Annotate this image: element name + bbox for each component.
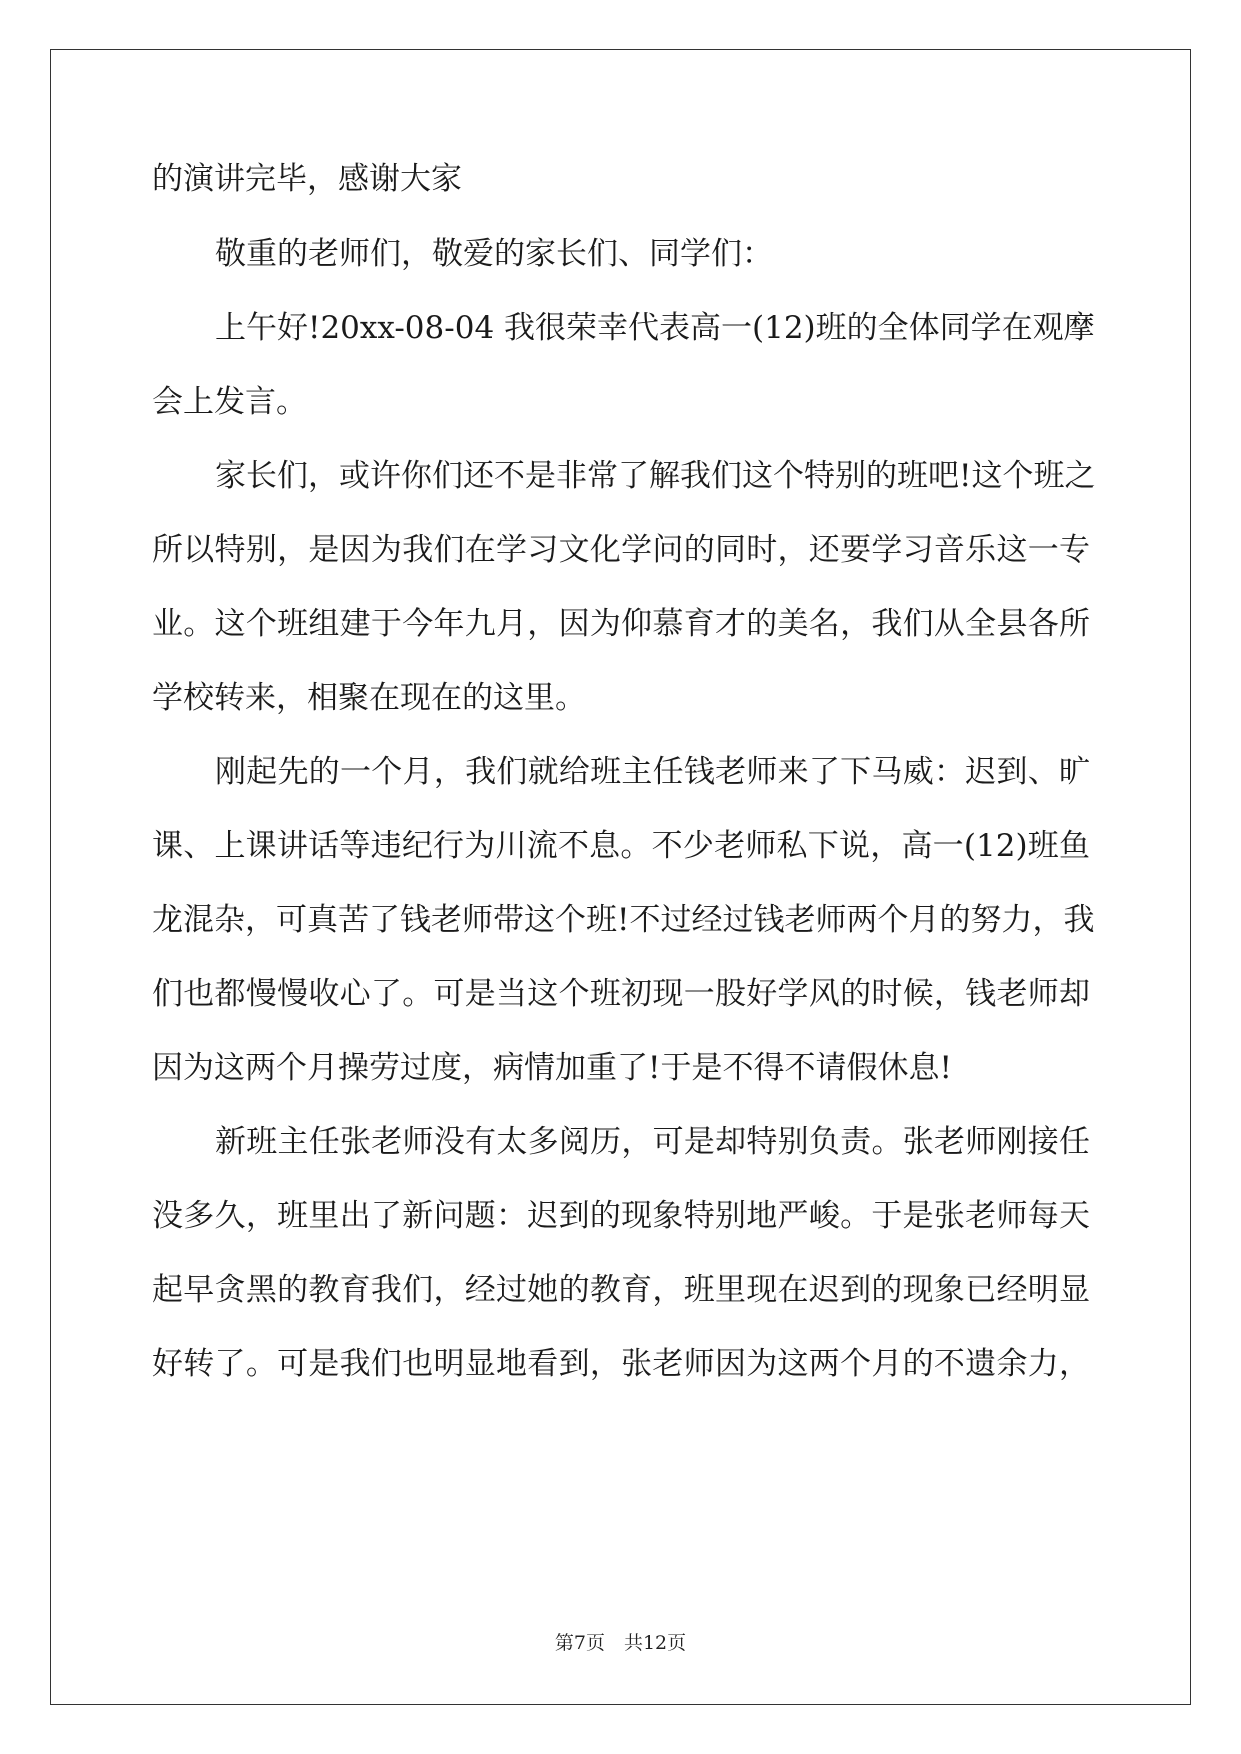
paragraph-line: 起早贪黑的教育我们，经过她的教育，班里现在迟到的现象已经明显 — [152, 1272, 1090, 1308]
paragraph-line: 新班主任张老师没有太多阅历，可是却特别负责。张老师刚接任 — [215, 1124, 1090, 1160]
paragraph-line: 没多久，班里出了新问题：迟到的现象特别地严峻。于是张老师每天 — [152, 1198, 1090, 1234]
paragraph-line: 课、上课讲话等违纪行为川流不息。不少老师私下说，高一(12)班鱼 — [152, 828, 1090, 864]
paragraph-line: 上午好!20xx-08-04 我很荣幸代表高一(12)班的全体同学在观摩 — [215, 310, 1095, 346]
paragraph-line: 业。这个班组建于今年九月，因为仰慕育才的美名，我们从全县各所 — [152, 606, 1090, 642]
page-border — [50, 49, 1191, 1705]
paragraph-line: 家长们，或许你们还不是非常了解我们这个特别的班吧!这个班之 — [215, 458, 1096, 494]
paragraph-line: 好转了。可是我们也明显地看到，张老师因为这两个月的不遗余力， — [152, 1346, 1090, 1382]
paragraph-line: 会上发言。 — [152, 384, 307, 420]
paragraph-line: 龙混杂，可真苦了钱老师带这个班!不过经过钱老师两个月的努力，我 — [152, 902, 1095, 938]
paragraph-line: 的演讲完毕，感谢大家 — [152, 161, 462, 197]
paragraph-line: 刚起先的一个月，我们就给班主任钱老师来了下马威：迟到、旷 — [215, 754, 1090, 790]
paragraph-line: 学校转来，相聚在现在的这里。 — [152, 680, 586, 716]
page-footer: 第7页 共12页 — [554, 1632, 687, 1654]
paragraph-line: 敬重的老师们，敬爱的家长们、同学们： — [215, 236, 773, 272]
paragraph-line: 所以特别，是因为我们在学习文化学问的同时，还要学习音乐这一专 — [152, 532, 1090, 568]
paragraph-line: 们也都慢慢收心了。可是当这个班初现一股好学风的时候，钱老师却 — [152, 976, 1090, 1012]
paragraph-line: 因为这两个月操劳过度，病情加重了!于是不得不请假休息! — [152, 1050, 952, 1086]
